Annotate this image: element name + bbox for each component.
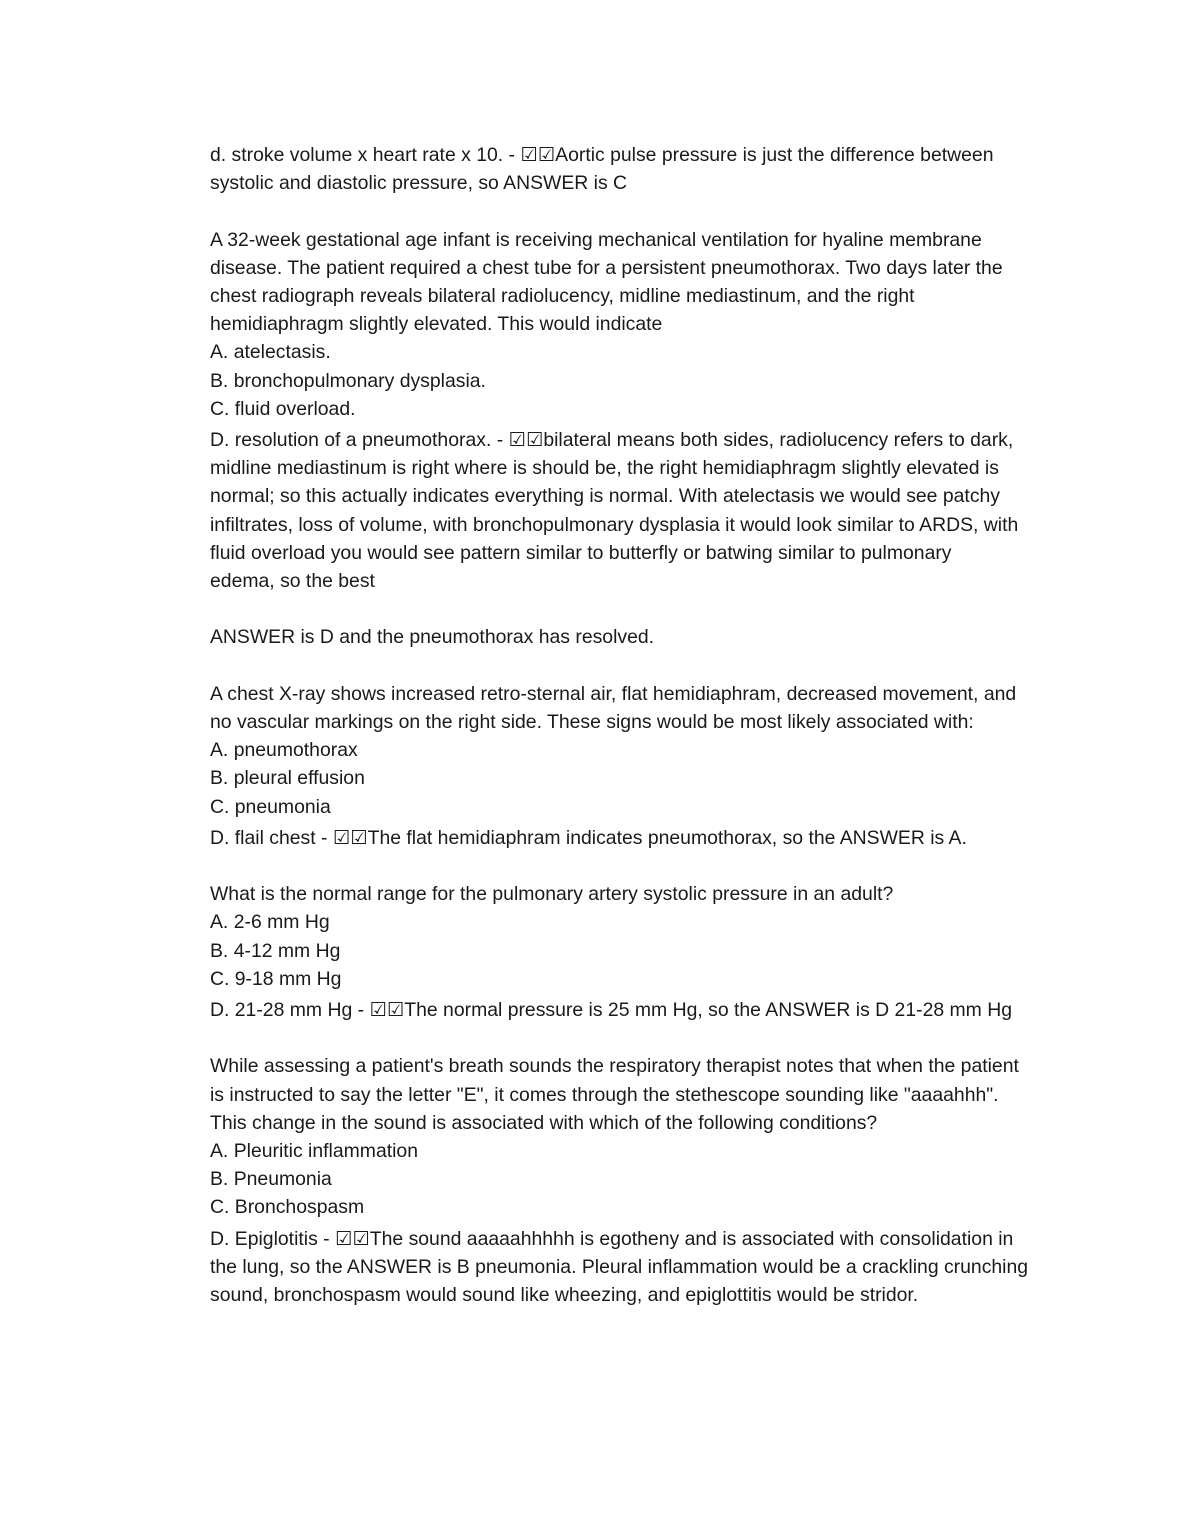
option-b: B. pleural effusion [210,767,365,790]
option-d-answer: D. flail chest - ☑☑The flat hemidiaphram indicates pneumothorax, so the ANSWER is A. [210,826,967,849]
text-line: ANSWER is D and the pneumothorax has resolved. [210,626,655,649]
option-c: C. 9-18 mm Hg [210,967,342,990]
question-text: While assessing a patient's breath sounds the respiratory therapist notes that when the patient [210,1055,1019,1078]
question-text: A 32-week gestational age infant is receiving mechanical ventilation for hyaline membrane [210,228,982,251]
answer-continuation [210,141,1050,197]
option-b: B. Pneumonia [210,1168,332,1191]
option-b: B. bronchopulmonary dysplasia. [210,369,486,392]
answer-explanation: sound, bronchospasm would sound like wheezing, and epiglottitis would be stridor. [210,1284,919,1307]
question-text: disease. The patient required a chest tube for a persistent pneumothorax. Two days later the [210,256,1003,279]
answer-explanation: fluid overload you would see pattern similar to butterfly or batwing similar to pulmonary [210,541,952,564]
answer-explanation: infiltrates, loss of volume, with bronchopulmonary dysplasia it would look similar to ARDS, with [210,513,1019,536]
document-page [210,141,1050,1309]
option-c: C. Bronchospasm [210,1196,365,1219]
question-text: chest radiograph reveals bilateral radiolucency, midline mediastinum, and the right [210,285,915,307]
option-d-answer: D. resolution of a pneumothorax. - ☑☑bilateral means both sides, radiolucency refers to dark, [210,429,1014,452]
option-a: A. Pleuritic inflammation [210,1140,418,1163]
option-d-answer: D. 21-28 mm Hg - ☑☑The normal pressure is 25 mm Hg, so the ANSWER is D 21-28 mm Hg [210,999,1013,1022]
question-text: What is the normal range for the pulmonary artery systolic pressure in an adult? [210,883,894,906]
text-line: systolic and diastolic pressure, so ANSWER is C [210,172,628,195]
option-b: B. 4-12 mm Hg [210,939,341,962]
answer-explanation: normal; so this actually indicates everything is normal. With atelectasis we would see patchy [210,485,1000,508]
question-block-infant-radiograph [210,226,1050,596]
option-c: C. pneumonia [210,795,331,818]
question-text: is instructed to say the letter "E", it comes through the stethescope sounding like "aaaahhh". [210,1083,999,1106]
question-text: A chest X-ray shows increased retro-sternal air, flat hemidiaphram, decreased movement, and [210,682,1017,705]
answer-summary [210,623,1050,651]
question-block-pulmonary-pressure [210,880,1050,1024]
question-text: This change in the sound is associated with which of the following conditions? [210,1111,878,1134]
option-a: A. pneumothorax [210,739,358,762]
option-a: A. atelectasis. [210,341,331,364]
option-c: C. fluid overload. [210,397,356,420]
text-line: d. stroke volume x heart rate x 10. - ☑☑Aortic pulse pressure is just the difference between [210,144,994,166]
question-text: no vascular markings on the right side. These signs would be most likely associated with: [210,711,974,734]
answer-explanation: the lung, so the ANSWER is B pneumonia. Pleural inflammation would be a crackling crunching [210,1255,1029,1278]
question-text: hemidiaphragm slightly elevated. This would indicate [210,313,663,336]
question-block-chest-xray [210,680,1050,852]
option-a: A. 2-6 mm Hg [210,911,330,934]
question-block-breath-sounds [210,1052,1050,1309]
answer-explanation: edema, so the best [210,570,375,593]
option-d-answer: D. Epiglotitis - ☑☑The sound aaaaahhhhh is egotheny and is associated with consolidation in [210,1227,1014,1250]
answer-explanation: midline mediastinum is right where is should be, the right hemidiaphragm slightly elevated is [210,457,999,480]
